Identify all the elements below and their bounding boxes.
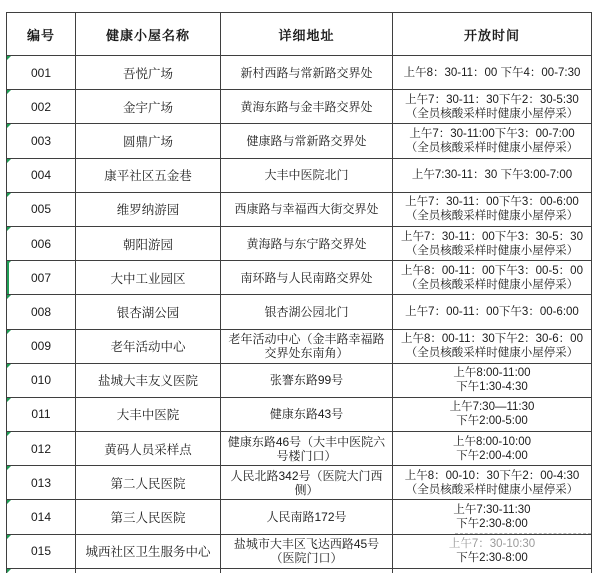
cell-name: 第三人民医院 xyxy=(76,500,221,534)
time-line: 上午7：30-11：30下午2：30-5:30 xyxy=(405,93,579,106)
cell-id-text: 004 xyxy=(30,168,52,183)
cell-flag-icon xyxy=(7,261,11,265)
cell-id xyxy=(7,466,76,500)
cell-id xyxy=(7,90,76,124)
time-line: 上午7：00-11：00下午3：00-6:00 xyxy=(405,305,579,318)
time-line: （全员核酸采样时健康小屋停采） xyxy=(405,141,579,154)
cell-address: 盐城市大丰区飞达西路45号（医院门口） xyxy=(221,534,393,568)
cell-id xyxy=(7,124,76,158)
cell-id xyxy=(7,397,76,431)
table-row xyxy=(7,534,592,568)
cell-flag-icon xyxy=(7,569,11,573)
cell-id xyxy=(7,568,76,573)
cell-id-text: 003 xyxy=(30,133,52,148)
cell-time xyxy=(393,295,592,329)
cell-name: 银杏湖公园 xyxy=(76,295,221,329)
cell-time xyxy=(393,432,592,466)
cell-name: 黄码人员采样点 xyxy=(76,432,221,466)
cell-id-text: 002 xyxy=(30,99,52,114)
cell-id-text: 013 xyxy=(30,475,52,490)
cell-time xyxy=(393,568,592,573)
cell-id xyxy=(7,192,76,226)
cell-flag-icon xyxy=(7,90,11,94)
table-row xyxy=(7,466,592,500)
cell-name xyxy=(76,568,221,573)
cell-id-text: 011 xyxy=(31,407,51,422)
cell-address: 老年活动中心（金丰路幸福路交界处东南角） xyxy=(221,329,393,363)
table-row xyxy=(7,90,592,124)
cell-id-text: 009 xyxy=(30,339,52,354)
cell-time xyxy=(393,226,592,260)
cell-name: 大中工业园区 xyxy=(76,261,221,295)
cell-flag-icon xyxy=(7,330,11,334)
cell-time xyxy=(393,397,592,431)
time-line: 下午2:30-8:00 xyxy=(456,552,528,565)
cell-id xyxy=(7,295,76,329)
cell-id-text: 010 xyxy=(30,373,52,388)
cell-flag-icon xyxy=(7,466,11,470)
table-row xyxy=(7,500,592,534)
time-line: 下午2:30-8:00 xyxy=(456,518,528,531)
time-line: 下午2:00-4:00 xyxy=(456,449,528,462)
time-line: 上午8：00-11：30下午2：30-6：00 xyxy=(401,333,583,346)
time-line: 上午7:30-11：30 下午3:00-7:00 xyxy=(411,169,573,182)
cell-time xyxy=(393,500,592,534)
cell-address: 人民北路342号（医院大门西侧） xyxy=(221,466,393,500)
cell-name: 康平社区五金巷 xyxy=(76,158,221,192)
time-line: 上午8:00-10:00 xyxy=(453,435,531,448)
header-row xyxy=(7,13,592,56)
cell-address: 人民南路172号 xyxy=(221,500,393,534)
time-line: （全员核酸采样时健康小屋停采） xyxy=(405,347,579,360)
header-hours: 开放时间 xyxy=(393,13,592,56)
time-line: （全员核酸采样时健康小屋停采） xyxy=(405,483,579,496)
table-row xyxy=(7,432,592,466)
time-line: 上午7：30-11:00下午3：00-7:00 xyxy=(409,127,575,140)
cell-flag-icon xyxy=(7,432,11,436)
cell-time xyxy=(393,363,592,397)
cell-id xyxy=(7,261,76,295)
header-address: 详细地址 xyxy=(221,13,393,56)
cell-flag-icon xyxy=(7,500,11,504)
cell-name: 老年活动中心 xyxy=(76,329,221,363)
cell-time xyxy=(393,261,592,295)
cell-address: 西康路与幸福西大街交界处 xyxy=(221,192,393,226)
cell-name: 吾悦广场 xyxy=(76,56,221,90)
cell-id-text: 007 xyxy=(30,270,52,285)
cell-id-text: 001 xyxy=(30,65,52,80)
cell-flag-icon xyxy=(7,535,11,539)
cell-name: 金宇广场 xyxy=(76,90,221,124)
time-line: 上午7:30—11:30 xyxy=(449,401,535,414)
cell-time xyxy=(393,192,592,226)
table-row xyxy=(7,158,592,192)
cell-id-text: 015 xyxy=(30,544,52,559)
table-row xyxy=(7,397,592,431)
table-row xyxy=(7,261,592,295)
time-line: 上午7：30-11：00下午3：30-5：30 xyxy=(401,230,583,243)
time-line: 上午8：00-11：00下午3：00-5：00 xyxy=(401,264,583,277)
cell-name: 盐城大丰友义医院 xyxy=(76,363,221,397)
cell-address: 南环路与人民南路交界处 xyxy=(221,261,393,295)
time-line: （全员核酸采样时健康小屋停采） xyxy=(405,244,579,257)
cell-id-text: 005 xyxy=(30,202,52,217)
table-row xyxy=(7,568,592,573)
page-break-dashed-line xyxy=(455,533,591,534)
time-line: 上午7:30-11:30 xyxy=(453,504,531,517)
table-row xyxy=(7,226,592,260)
cell-time xyxy=(393,56,592,90)
cell-id xyxy=(7,432,76,466)
cell-address xyxy=(221,568,393,573)
cell-address: 健康路与常新路交界处 xyxy=(221,124,393,158)
cell-flag-icon xyxy=(7,364,11,368)
cell-flag-icon xyxy=(7,124,11,128)
cell-time xyxy=(393,90,592,124)
cell-id xyxy=(7,158,76,192)
cell-id xyxy=(7,500,76,534)
cell-id-text: 008 xyxy=(30,304,52,319)
table-row xyxy=(7,363,592,397)
time-line: （全员核酸采样时健康小屋停采） xyxy=(405,278,579,291)
table-row xyxy=(7,192,592,226)
cell-time xyxy=(393,124,592,158)
cell-address: 张謇东路99号 xyxy=(221,363,393,397)
cell-name: 圆鼎广场 xyxy=(76,124,221,158)
time-line: 下午1:30-4:30 xyxy=(456,381,528,394)
table-row xyxy=(7,124,592,158)
cell-flag-icon xyxy=(7,56,11,60)
health-kiosk-table xyxy=(6,12,592,573)
cell-id xyxy=(7,226,76,260)
header-name: 健康小屋名称 xyxy=(76,13,221,56)
cell-flag-icon xyxy=(7,295,11,299)
header-id: 编号 xyxy=(7,13,76,56)
cell-address: 健康东路43号 xyxy=(221,397,393,431)
cell-id xyxy=(7,534,76,568)
cell-name: 第二人民医院 xyxy=(76,466,221,500)
time-line: （全员核酸采样时健康小屋停采） xyxy=(405,107,579,120)
cell-id xyxy=(7,329,76,363)
cell-id xyxy=(7,363,76,397)
time-line: 上午7：30-11：00下午3：00-6:00 xyxy=(405,196,579,209)
table-body xyxy=(7,56,592,573)
cell-time xyxy=(393,329,592,363)
cell-flag-icon xyxy=(7,193,11,197)
cell-address: 健康东路46号（大丰中医院六号楼门口） xyxy=(221,432,393,466)
time-line: 下午2:00-5:00 xyxy=(456,415,528,428)
cell-address: 大丰中医院北门 xyxy=(221,158,393,192)
cell-address: 新村西路与常新路交界处 xyxy=(221,56,393,90)
cell-flag-icon xyxy=(7,398,11,402)
cell-flag-icon xyxy=(7,227,11,231)
cell-id-text: 014 xyxy=(30,510,52,525)
cell-address: 银杏湖公园北门 xyxy=(221,295,393,329)
table-row xyxy=(7,56,592,90)
cell-flag-icon xyxy=(7,159,11,163)
time-line: 上午8：30-11：00 下午4：00-7:30 xyxy=(403,66,581,79)
cell-id-text: 012 xyxy=(30,441,52,456)
cell-name: 大丰中医院 xyxy=(76,397,221,431)
table-header xyxy=(7,13,592,56)
cell-time xyxy=(393,158,592,192)
table-row xyxy=(7,329,592,363)
cell-id-text: 006 xyxy=(30,236,52,251)
cell-time xyxy=(393,466,592,500)
time-line: （全员核酸采样时健康小屋停采） xyxy=(405,210,579,223)
cell-time xyxy=(393,534,592,568)
cell-name: 城西社区卫生服务中心 xyxy=(76,534,221,568)
cell-address: 黄海东路与金丰路交界处 xyxy=(221,90,393,124)
table-row xyxy=(7,295,592,329)
cell-id xyxy=(7,56,76,90)
time-line: 上午8:00-11:00 xyxy=(453,367,531,380)
cell-address: 黄海路与东宁路交界处 xyxy=(221,226,393,260)
cell-name: 朝阳游园 xyxy=(76,226,221,260)
cell-name: 维罗纳游园 xyxy=(76,192,221,226)
time-line: 上午7：30-10:30 xyxy=(448,538,536,551)
time-line: 上午8：00-10：30下午2：00-4:30 xyxy=(404,469,580,482)
